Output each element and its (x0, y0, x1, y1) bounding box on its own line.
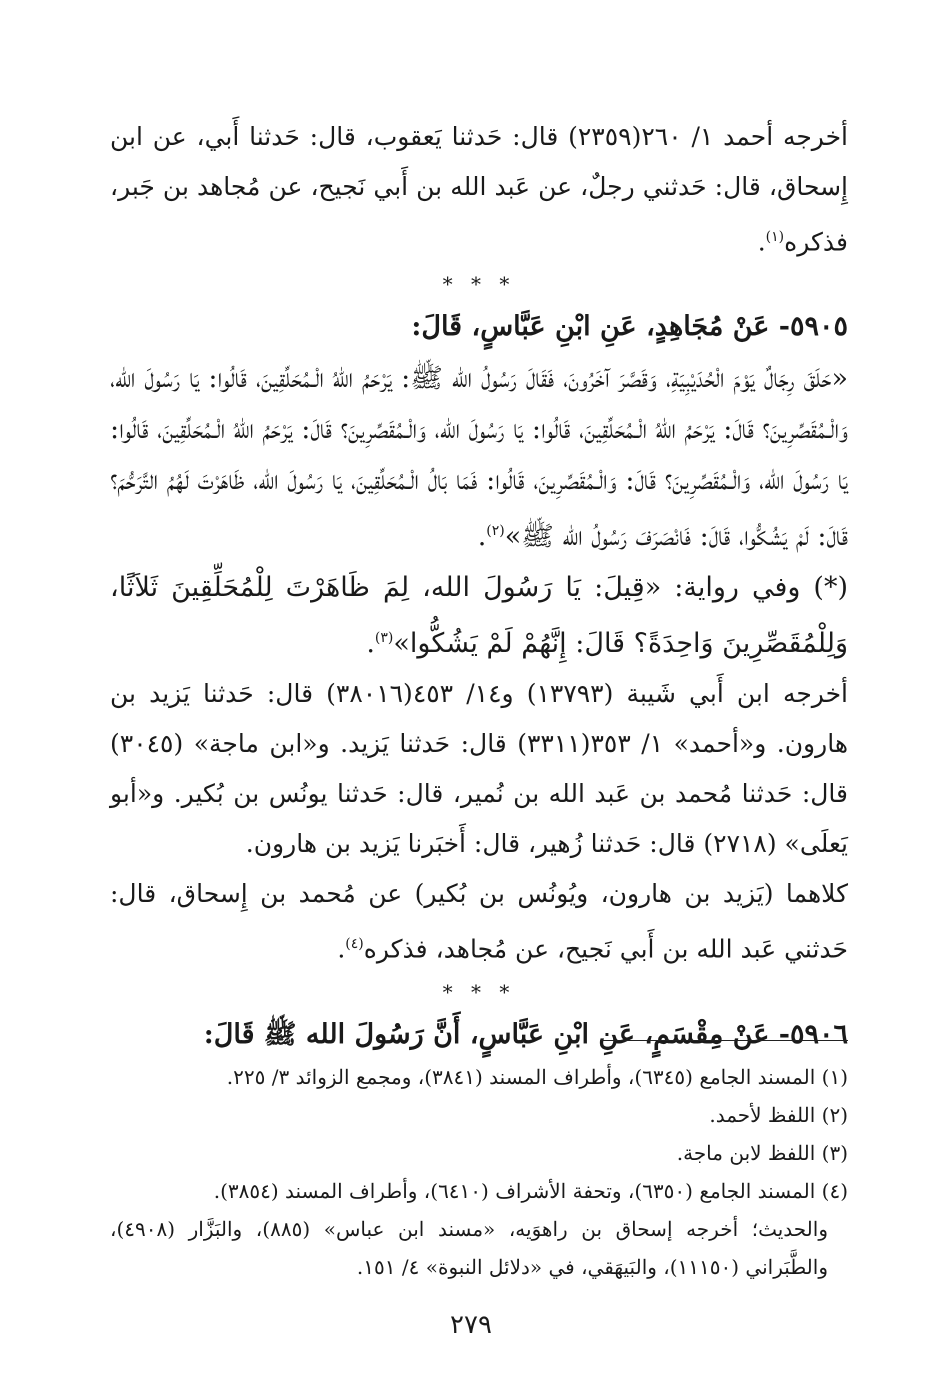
hadith-5906-header: ٥٩٠٦- عَنْ مِقْسَمٍ، عَنِ ابْنِ عَبَّاسٍ، أَنَّ رَسُولَ الله ﷺ قَالَ: (203, 1018, 848, 1050)
hadith-5905-header: ٥٩٠٥- عَنْ مُجَاهِدٍ، عَنِ ابْنِ عَبَّاسٍ، قَالَ: (411, 311, 848, 343)
footnote-3: (٣) اللفظ لابن ماجة. (676, 1141, 848, 1165)
section-separator-1: * * * (442, 272, 516, 297)
hadith-5905-text: «حَلَقَ رِجَالٌ يَوْمَ الْحُدَيْبِيَةِ، وَقَصَّرَ آخَرُونَ، فَقَالَ رَسُولُ الله ﷺ: يَرْحَمُ اللهُ الْـمُحَلِّقِينَ، قَالُوا: يَا رَسُولَ الله، وَالْـمُقَصِّرِينَ؟ قَالَ: يَرْحَمُ اللهُ الْـمُحَلِّقِينَ، قَالُوا: يَا رَسُولَ الله، وَالْـمُقَصِّرِينَ؟ قَالَ: يَرْحَمُ اللهُ الْـمُحَلِّقِينَ، قَالُوا: يَا رَسُولَ الله، وَالْـمُقَصِّرِينَ؟ قَالَ: وَالْـمُقَصِّرِينَ، قَالُوا: فَمَا بَالُ الْـمُحَلِّقِينَ، يَا رَسُولَ الله، ظَاهَرْتَ لَهُمُ التَّرَحُّمَ؟ قَالَ: لَمْ يَشُكُّوا، قَالَ: فَانْصَرَفَ رَسُولُ الله ﷺ»$^{(٢)}$. (110, 363, 848, 553)
footnote-ref-1: (١) (765, 229, 785, 245)
footnote-ref-4: (٤) (345, 936, 364, 953)
footnote-4: (٤) المسند الجامع (٦٣٥٠)، وتحفة الأشراف (٦٤١٠)، وأطراف المسند (٣٨٥٤). (213, 1179, 848, 1203)
takhrij-paragraph-3: كلاهما (يَزيد بن هارون، ويُونُس بن بُكير) عن مُحمد بن إِسحاق، قال: حَدثني عَبد الله بن أَبي نَجيح، عن مُجاهد، فذكره$^{(٤)}$. (110, 879, 848, 964)
hadith-5905-body: «حَلَقَ رِجَالٌ يَوْمَ الْحُدَيْبِيَةِ، وَقَصَّرَ آخَرُونَ، فَقَالَ رَسُولُ الله ﷺ: يَرْحَمُ اللهُ الْـمُحَلِّقِينَ، قَالُوا: يَا رَسُولَ الله، وَالْـمُقَصِّرِينَ؟ قَالَ: يَرْحَمُ اللهُ الْـمُحَلِّقِينَ، قَالُوا: يَا رَسُولَ الله، وَالْـمُقَصِّرِينَ؟ قَالَ: يَرْحَمُ اللهُ الْـمُحَلِّقِينَ، قَالُوا: يَا رَسُولَ الله، وَالْـمُقَصِّرِينَ؟ قَالَ: وَالْـمُقَصِّرِينَ، قَالُوا: فَمَا بَالُ الْـمُحَلِّقِينَ، يَا رَسُولَ الله، ظَاهَرْتَ لَهُمُ التَّرَحُّمَ؟ قَالَ: لَمْ يَشُكُّوا، قَالَ: فَانْصَرَفَ رَسُولُ الله ﷺ» (110, 363, 848, 553)
footnote-2: (٢) اللفظ لأحمد. (709, 1103, 848, 1127)
footnotes (110, 1058, 848, 1286)
page-number: ٢٧٩ (450, 1310, 492, 1340)
footnote-1: (١) المسند الجامع (٦٣٤٥)، وأطراف المسند (٣٨٤١)، ومجمع الزوائد ٣/ ٢٢٥. (226, 1065, 848, 1089)
takhrij-text-1: أخرجه أحمد ١/ ٢٦٠(٢٣٥٩) قال: حَدثنا يَعقوب، قال: حَدثنا أَبي، عن ابن إِسحاق، قال: حَدثني رجلٌ، عن عَبد الله بن أَبي نَجيح، عن مُجاهد بن جَبر، فذكره (110, 122, 849, 257)
footnote-4-continuation: والحديث؛ أخرجه إسحاق بن راهوَيه، «مسند ابن عباس» (٨٨٥)، والبَزَّار (٤٩٠٨)، والطَّبَراني (١١١٥٠)، والبَيهَقي، في «دلائل النبوة» ٤/ ١٥١. (110, 1217, 828, 1279)
main-text (110, 112, 848, 1061)
footnote-ref-2: (٢) (486, 523, 505, 540)
footnote-ref-3: (٣) (374, 630, 394, 647)
section-separator-2: * * * (442, 979, 516, 1004)
riwaya-paragraph: (*) وفي رواية: «قِيلَ: يَا رَسُولَ الله، لِمَ ظَاهَرْتَ لِلْمُحَلِّقِينَ ثَلاَثًا، وَلِلْمُقَصِّرِينَ وَاحِدَةً؟ قَالَ: إِنَّهُمْ لَمْ يَشُكُّوا»$^{(٣)}$. (110, 572, 848, 660)
takhrij-paragraph-1: أخرجه أحمد ١/ ٢٦٠(٢٣٥٩) قال: حَدثنا يَعقوب، قال: حَدثنا أَبي، عن ابن إِسحاق، قال: حَدثني رجلٌ، عن عَبد الله بن أَبي نَجيح، عن مُجاهد بن جَبر، فذكره$^{(١)}$. (110, 122, 849, 257)
takhrij-text-3: كلاهما (يَزيد بن هارون، ويُونُس بن بُكير) عن مُحمد بن إِسحاق، قال: حَدثني عَبد الله بن أَبي نَجيح، عن مُجاهد، فذكره (110, 879, 848, 964)
takhrij-paragraph-2: أخرجه ابن أَبي شَيبة (١٣٧٩٣) و١٤/ ٤٥٣(٣٨٠١٦) قال: حَدثنا يَزيد بن هارون. و«أحمد» ١/ ٣٥٣(٣٣١١) قال: حَدثنا يَزيد. و«ابن ماجة» (٣٠٤٥) قال: حَدثنا مُحمد بن عَبد الله بن نُمير، قال: حَدثنا يونُس بن بُكير. و«أبو يَعلَى» (٢٧١٨) قال: حَدثنا زُهير، قال: أَخبَرنا يَزيد بن هارون. (110, 679, 849, 859)
riwaya-text: (*) وفي رواية: «قِيلَ: يَا رَسُولَ الله، لِمَ ظَاهَرْتَ لِلْمُحَلِّقِينَ ثَلاَثًا، وَلِلْمُقَصِّرِينَ وَاحِدَةً؟ قَالَ: إِنَّهُمْ لَمْ يَشُكُّوا» (110, 572, 848, 660)
footnote-divider (600, 1040, 848, 1041)
